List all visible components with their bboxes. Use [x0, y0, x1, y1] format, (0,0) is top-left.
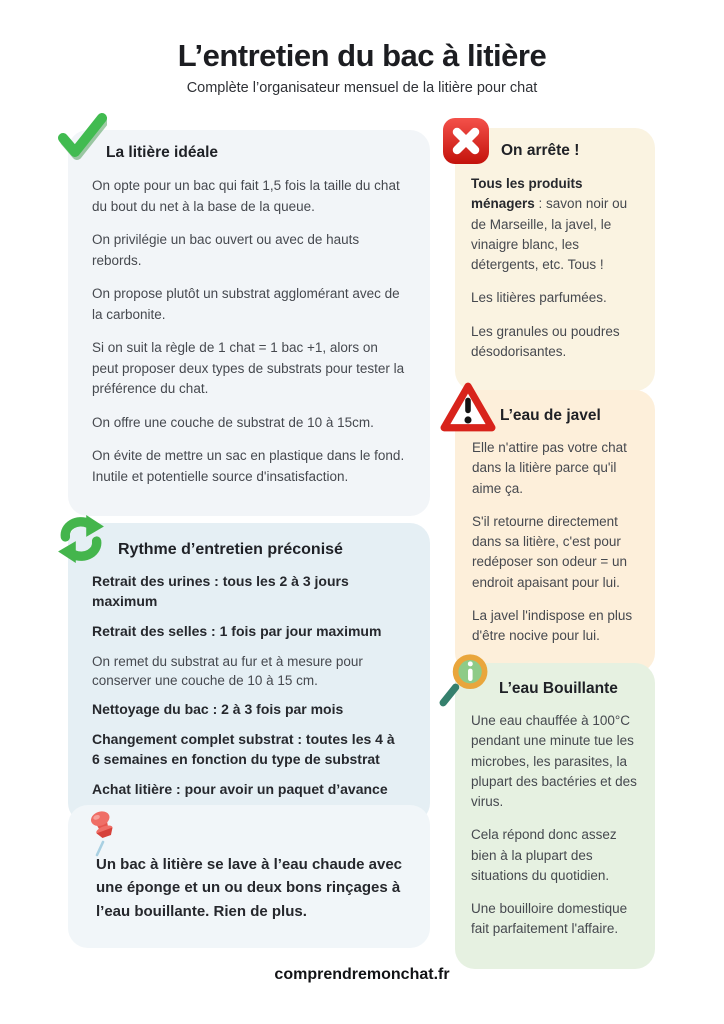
card-stop-paragraph: Les litières parfumées.	[471, 290, 607, 306]
card-ideal-paragraph: On offre une couche de substrat de 10 à 15cm.	[92, 414, 374, 430]
card-ideal-title: La litière idéale	[106, 144, 218, 161]
card-rhythm-title: Rythme d’entretien préconisé	[118, 541, 343, 558]
card-boiling-paragraph: Une eau chauffée à 100°C pendant une minute tue les microbes, les parasites, la plupart des bactéries et des virus.	[471, 713, 637, 809]
card-ideal-paragraph: On évite de mettre un sac en plastique dans le fond. Inutile et potentielle source d'insatisfaction.	[92, 448, 405, 484]
checkmark-icon	[55, 110, 107, 167]
card-bleach-paragraph: Elle n'attire pas votre chat dans la litière parce qu'il aime ça.	[472, 440, 627, 496]
card-rhythm-item: Retrait des urines : tous les 2 à 3 jours maximum	[92, 573, 349, 609]
card-bleach-paragraph: S'il retourne directement dans sa litière, c'est pour redéposer son odeur = un endroit apaisant pour lui.	[472, 513, 627, 590]
card-rhythm-item: Changement complet substrat : toutes les 4 à 6 semaines en fonction du type de substrat	[92, 730, 395, 767]
page-title: L’entretien du bac à litière	[177, 38, 547, 73]
cross-icon	[442, 117, 490, 170]
card-boiling-water	[455, 663, 655, 969]
card-rhythm-item: On remet du substrat au fur et à mesure pour conserver une couche de 10 à 15 cm.	[92, 653, 363, 688]
card-bleach-paragraph: La javel l'indispose en plus d'être nocive pour lui.	[472, 607, 633, 643]
card-rhythm-item: Nettoyage du bac : 2 à 3 fois par mois	[92, 700, 344, 717]
card-stop-lead-rest: : savon noir ou de Marseille, la javel, le vinaigre blanc, les détergents, etc. Tous !	[471, 196, 628, 272]
card-bleach-title: L’eau de javel	[500, 407, 601, 424]
card-boiling-title: L’eau Bouillante	[499, 680, 618, 697]
website-footer: comprendremonchat.fr	[274, 966, 450, 983]
card-ideal-paragraph: Si on suit la règle de 1 chat = 1 bac +1, alors on peut proposer deux types de substrats pour tester la préférence du chat.	[92, 340, 405, 397]
info-magnifier-icon	[438, 652, 496, 715]
recycle-icon	[56, 514, 106, 569]
card-note-text: Un bac à litière se lave à l’eau chaude avec une éponge et un ou deux bons rinçages à l’eau bouillante. Rien de plus.	[96, 856, 402, 920]
card-ideal-litter	[68, 130, 430, 516]
card-ideal-paragraph: On opte pour un bac qui fait 1,5 fois la taille du chat du bout du net à la base de la queue.	[92, 178, 400, 214]
card-boiling-paragraph: Une bouilloire domestique fait parfaitement l'affaire.	[471, 901, 628, 937]
card-bleach	[455, 390, 655, 673]
card-washing-note	[68, 805, 430, 948]
card-ideal-paragraph: On propose plutôt un substrat agglomérant avec de la carbonite.	[92, 286, 400, 322]
card-stop-lead-bold: Tous les produits ménagers	[471, 176, 583, 212]
pushpin-icon	[82, 809, 126, 862]
card-stop-products	[455, 128, 655, 391]
card-stop-title: On arrête !	[501, 142, 580, 159]
warning-triangle-icon	[440, 381, 496, 438]
card-ideal-paragraph: On privilégie un bac ouvert ou avec de hauts rebords.	[92, 232, 360, 268]
card-rhythm-item: Retrait des selles : 1 fois par jour maximum	[92, 622, 382, 639]
card-rhythm-item: Achat litière : pour avoir un paquet d’avance	[92, 780, 388, 797]
card-maintenance-rhythm	[68, 523, 430, 823]
card-boiling-paragraph: Cela répond donc assez bien à la plupart des situations du quotidien.	[471, 827, 617, 883]
card-stop-paragraph: Les granules ou poudres désodorisantes.	[471, 323, 620, 359]
card-stop-lead	[471, 174, 639, 275]
page-subtitle: Complète l’organisateur mensuel de la litière pour chat	[186, 80, 538, 96]
